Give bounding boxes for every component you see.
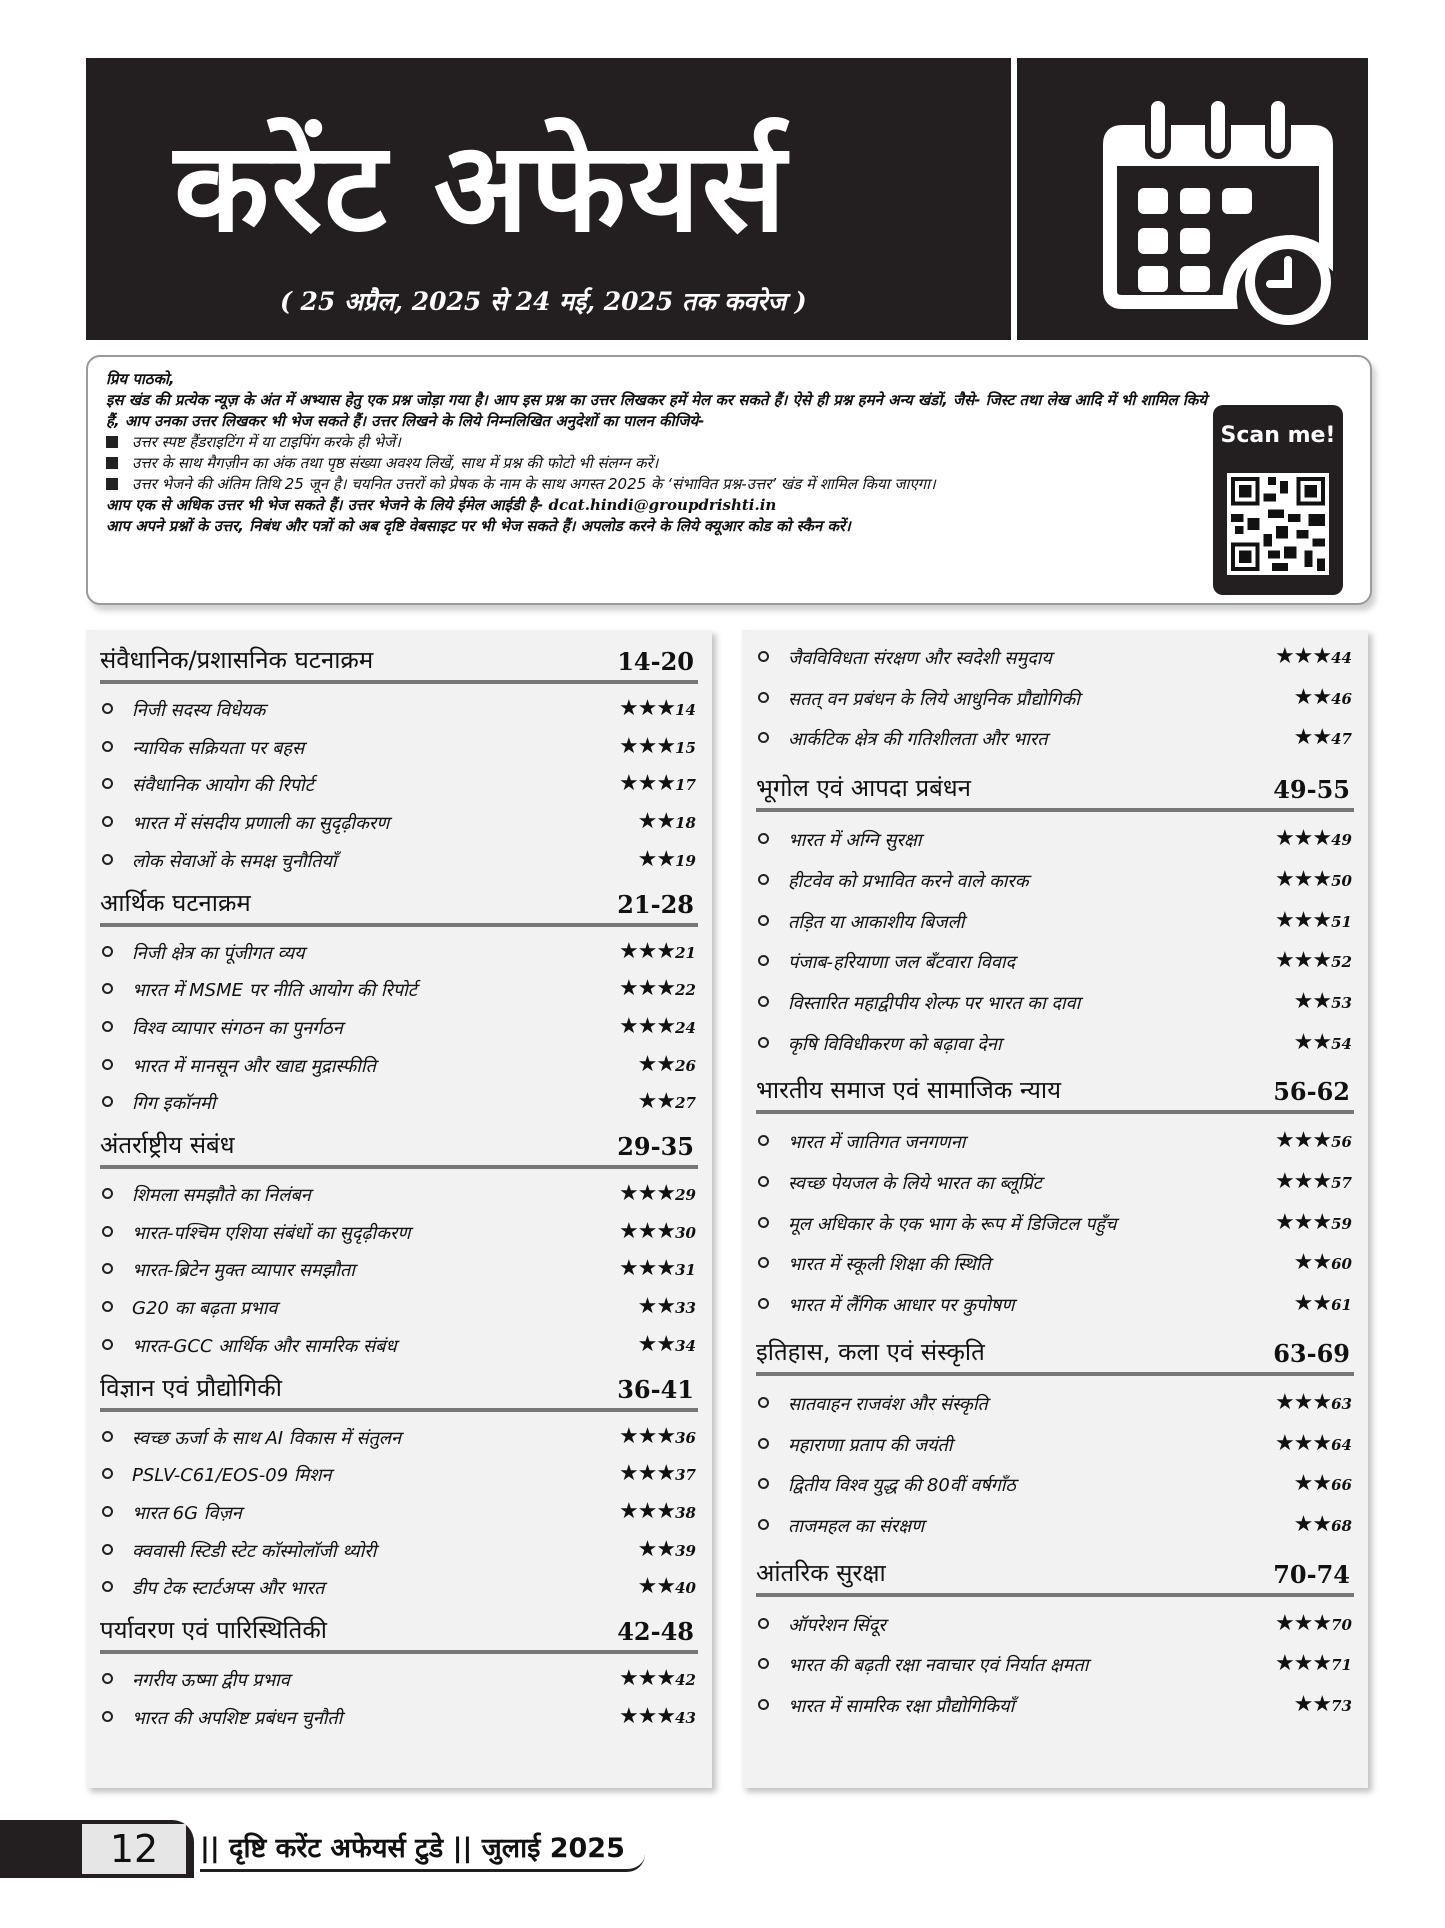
toc-item-label: भारत में सामरिक रक्षा प्रौद्योगिकियाँ [788, 1696, 1015, 1717]
toc-page-number: 36 [675, 1428, 696, 1447]
star-rating-icon: ★★★ [1274, 1610, 1332, 1636]
toc-item-label: तड़ित या आकाशीय बिजली [788, 911, 965, 933]
star-rating-icon: ★★★ [1274, 948, 1332, 974]
circle-bullet-icon [102, 1301, 113, 1312]
section-page-range: 14-20 [617, 647, 694, 676]
toc-item-label: भारत में MSME पर नीति आयोग की रिपोर्ट [132, 980, 417, 1002]
circle-bullet-icon [758, 1257, 769, 1268]
circle-bullet-icon [102, 1059, 113, 1070]
star-rating-icon: ★★ [1293, 725, 1332, 751]
toc-page-number: 24 [675, 1018, 696, 1037]
star-rating-icon: ★★★ [618, 1666, 676, 1691]
toc-item[interactable] [100, 1050, 698, 1084]
toc-item[interactable] [100, 1664, 698, 1698]
star-rating-icon: ★★★ [1274, 1128, 1332, 1154]
toc-page-number: 50 [1331, 871, 1352, 890]
toc-item[interactable] [100, 732, 698, 766]
banner-divider [1011, 58, 1017, 340]
toc-item[interactable] [756, 723, 1354, 757]
star-rating-icon: ★★★ [1274, 644, 1332, 669]
star-rating-icon: ★★ [637, 809, 676, 835]
toc-item-label: जैवविविधता संरक्षण और स्वदेशी समुदाय [788, 648, 1052, 669]
circle-bullet-icon [102, 1673, 113, 1684]
toc-item[interactable] [756, 865, 1354, 899]
toc-item-label: द्वितीय विश्व युद्ध की 80वीं वर्षगाँठ [788, 1475, 1016, 1497]
toc-page-number: 42 [675, 1671, 696, 1689]
square-bullet-icon [106, 457, 118, 469]
circle-bullet-icon [102, 1226, 113, 1237]
toc-item-label: भारत में मानसून और खाद्य मुद्रास्फीति [132, 1055, 376, 1077]
toc-page-number: 60 [1331, 1255, 1352, 1274]
toc-item[interactable] [756, 1167, 1354, 1201]
section-heading[interactable] [100, 644, 698, 684]
section-page-range: 70-74 [1273, 1559, 1350, 1589]
toc-item[interactable] [756, 1289, 1354, 1323]
toc-item-label: PSLV-C61/EOS-09 मिशन [132, 1465, 332, 1487]
circle-bullet-icon [102, 1021, 113, 1032]
star-rating-icon: ★★★ [618, 938, 676, 964]
circle-bullet-icon [758, 1519, 769, 1530]
circle-bullet-icon [102, 1096, 113, 1107]
toc-item-label: गिग इकॉनमी [132, 1093, 216, 1115]
toc-page-number: 26 [675, 1056, 696, 1075]
notice-bullet: उत्तर स्पष्ट हैंडराइटिंग में या टाइपिंग करके ही भेजें। [106, 432, 1216, 453]
toc-item[interactable] [100, 1012, 698, 1046]
toc-page-number: 29 [675, 1186, 696, 1204]
toc-page-number: 66 [1331, 1476, 1352, 1495]
section-heading[interactable] [100, 887, 698, 927]
section-page-range: 56-62 [1273, 1077, 1350, 1107]
toc-item-label: कृषि विविधीकरण को बढ़ावा देना [788, 1033, 1002, 1055]
section-title: विज्ञान एवं प्रौद्योगिकी [100, 1373, 282, 1402]
coverage-period: ( 25 अप्रैल, 2025 से 24 मई, 2025 तक कवरेज ) [280, 287, 807, 316]
toc-page-number: 33 [675, 1299, 696, 1318]
toc-item-label: ऑपरेशन सिंदूर [788, 1614, 886, 1636]
star-rating-icon: ★★★ [1274, 1430, 1332, 1456]
star-rating-icon: ★★★ [618, 1218, 676, 1244]
star-rating-icon: ★★ [1293, 684, 1332, 710]
toc-page-number: 68 [1331, 1516, 1352, 1535]
section-title: भारतीय समाज एवं सामाजिक न्याय [756, 1076, 1062, 1105]
toc-item-label: न्यायिक सक्रियता पर बहस [132, 737, 305, 759]
toc-item-label: हीटवेव को प्रभावित करने वाले कारक [788, 870, 1029, 892]
circle-bullet-icon [758, 1438, 769, 1449]
circle-bullet-icon [102, 816, 113, 827]
toc-page-number: 52 [1331, 953, 1352, 972]
toc-item-label: सतत् वन प्रबंधन के लिये आधुनिक प्रौद्योगिकी [788, 688, 1080, 710]
toc-item[interactable] [756, 1028, 1354, 1062]
toc-page-number: 59 [1331, 1214, 1352, 1233]
toc-item-label: भारत-पश्चिम एशिया संबंधों का सुदृढ़ीकरण [132, 1222, 411, 1244]
section-heading[interactable] [756, 772, 1354, 812]
toc-item[interactable] [100, 769, 698, 803]
toc-item[interactable] [100, 1254, 698, 1288]
toc-page-number: 19 [675, 851, 696, 870]
toc-item-label: भारत में स्कूली शिक्षा की स्थिति [788, 1254, 991, 1276]
circle-bullet-icon [758, 1135, 769, 1146]
toc-item-label: G20 का बढ़ता प्रभाव [132, 1298, 278, 1320]
circle-bullet-icon [758, 692, 769, 703]
star-rating-icon: ★★ [1293, 1029, 1332, 1055]
star-rating-icon: ★★★ [618, 771, 676, 797]
star-rating-icon: ★★★ [618, 1498, 676, 1524]
toc-item[interactable] [756, 1126, 1354, 1160]
star-rating-icon: ★★★ [618, 696, 676, 721]
circle-bullet-icon [102, 1468, 113, 1479]
star-rating-icon: ★★★ [1274, 826, 1332, 852]
star-rating-icon: ★★★ [618, 1256, 676, 1282]
circle-bullet-icon [102, 983, 113, 994]
toc-page-number: 56 [1331, 1133, 1352, 1152]
circle-bullet-icon [758, 732, 769, 743]
toc-item-label: शिमला समझौते का निलंबन [132, 1185, 311, 1206]
toc-item[interactable] [100, 937, 698, 971]
section-title: पर्यावरण एवं पारिस्थितिकी [100, 1616, 327, 1644]
toc-page-number: 39 [675, 1541, 696, 1560]
toc-item[interactable] [100, 1217, 698, 1251]
toc-item-label: विश्व व्यापार संगठन का पुनर्गठन [132, 1017, 343, 1039]
toc-page-number: 61 [1331, 1296, 1352, 1315]
toc-page-number: 47 [1331, 730, 1352, 749]
toc-item-label: निजी क्षेत्र का पूंजीगत व्यय [132, 942, 305, 964]
toc-item[interactable] [756, 824, 1354, 858]
star-rating-icon: ★★ [637, 1536, 676, 1562]
toc-item-label: पंजाब-हरियाणा जल बँटवारा विवाद [788, 952, 1016, 974]
toc-page-number: 54 [1331, 1034, 1352, 1053]
toc-right-column [742, 630, 1368, 1788]
toc-page-number: 34 [675, 1336, 696, 1355]
circle-bullet-icon [758, 1397, 769, 1408]
toc-page-number: 27 [675, 1094, 696, 1113]
toc-item[interactable] [756, 1690, 1354, 1724]
star-rating-icon: ★★ [637, 1051, 676, 1077]
star-rating-icon: ★★★ [618, 1013, 676, 1039]
circle-bullet-icon [758, 1217, 769, 1228]
toc-page-number: 18 [675, 814, 696, 833]
section-title: भूगोल एवं आपदा प्रबंधन [756, 774, 971, 803]
section-page-range: 29-35 [617, 1132, 694, 1161]
toc-item[interactable] [100, 1330, 698, 1364]
circle-bullet-icon [102, 854, 113, 865]
section-heading[interactable] [100, 1129, 698, 1169]
notice-email-line: आप एक से अधिक उत्तर भी भेज सकते हैं। उत्तर भेजने के लिये ईमेल आईडी है- dcat.hindi@groupdrishti.in [106, 496, 777, 514]
toc-page-number: 63 [1331, 1394, 1352, 1413]
circle-bullet-icon [102, 741, 113, 752]
header-banner [86, 58, 1368, 340]
circle-bullet-icon [102, 946, 113, 957]
section-heading[interactable] [756, 1074, 1354, 1114]
toc-item-label: भारत में जातिगत जनगणना [788, 1132, 966, 1154]
star-rating-icon: ★★ [1293, 1291, 1332, 1317]
circle-bullet-icon [758, 996, 769, 1007]
star-rating-icon: ★★ [637, 846, 676, 872]
star-rating-icon: ★★★ [1274, 1209, 1332, 1235]
toc-item-label: स्वच्छ ऊर्जा के साथ AI विकास में संतुलन [132, 1427, 401, 1449]
toc-item[interactable] [756, 1649, 1354, 1683]
circle-bullet-icon [758, 833, 769, 844]
section-title: अंतर्राष्ट्रीय संबंध [100, 1131, 235, 1159]
toc-item[interactable] [100, 845, 698, 879]
toc-item-label: आर्कटिक क्षेत्र की गतिशीलता और भारत [788, 729, 1048, 751]
toc-page-number: 21 [675, 943, 696, 962]
page-number: 12 [109, 1827, 159, 1871]
circle-bullet-icon [758, 955, 769, 966]
toc-item[interactable] [100, 1459, 698, 1493]
toc-page-number: 37 [675, 1466, 696, 1485]
scan-label: Scan me! [1220, 423, 1336, 448]
toc-item[interactable] [100, 1702, 698, 1736]
notice-greeting: प्रिय पाठको, [106, 370, 175, 388]
circle-bullet-icon [102, 778, 113, 789]
section-page-range: 49-55 [1273, 775, 1350, 805]
toc-item[interactable] [756, 987, 1354, 1021]
toc-item-label: भारत में संसदीय प्रणाली का सुदृढ़ीकरण [132, 813, 390, 835]
toc-item-label: भारत 6G विज़न [132, 1502, 242, 1524]
toc-item-label: क्ववासी स्टिडी स्टेट कॉस्मोलॉजी थ्योरी [132, 1540, 377, 1562]
page-title: करेंट अफेयर्स [174, 116, 788, 260]
toc-page-number: 15 [675, 738, 696, 757]
toc-page-number: 43 [675, 1708, 696, 1727]
star-rating-icon: ★★ [1293, 1511, 1332, 1537]
toc-left-column [86, 630, 712, 1788]
circle-bullet-icon [758, 915, 769, 926]
toc-page-number: 31 [675, 1261, 696, 1280]
section-heading[interactable] [100, 1614, 698, 1654]
toc-item[interactable] [100, 974, 698, 1008]
section-title: इतिहास, कला एवं संस्कृति [756, 1337, 985, 1366]
circle-bullet-icon [758, 651, 769, 662]
footer-magazine-title: || दृष्टि करेंट अफेयर्स टुडे || जुलाई 2025 [200, 1826, 645, 1872]
toc-page-number: 44 [1331, 649, 1352, 667]
star-rating-icon: ★★★ [1274, 866, 1332, 892]
toc-page-number: 71 [1331, 1656, 1352, 1675]
circle-bullet-icon [102, 1339, 113, 1350]
toc-page-number: 14 [675, 701, 696, 719]
notice-bullet: उत्तर भेजने की अंतिम तिथि 25 जून है। चयनित उत्तरों को प्रेषक के नाम के साथ अगस्त 2025 के ‘संभावित प्रश्न-उत्तर’ खंड में शामिल किया जाएगा। [106, 474, 1216, 495]
toc-page-number: 17 [675, 776, 696, 795]
toc-item[interactable] [100, 1572, 698, 1606]
star-rating-icon: ★★★ [618, 1181, 676, 1206]
toc-item-label: भारत की बढ़ती रक्षा नवाचार एवं निर्यात क्षमता [788, 1655, 1089, 1677]
toc-item-label: नगरीय ऊष्मा द्वीप प्रभाव [132, 1670, 290, 1691]
square-bullet-icon [106, 436, 118, 448]
toc-item-label: मूल अधिकार के एक भाग के रूप में डिजिटल पहुँच [788, 1213, 1117, 1235]
circle-bullet-icon [102, 1711, 113, 1722]
star-rating-icon: ★★ [1293, 988, 1332, 1014]
circle-bullet-icon [758, 1298, 769, 1309]
star-rating-icon: ★★★ [618, 733, 676, 759]
star-rating-icon: ★★ [637, 1294, 676, 1320]
circle-bullet-icon [758, 1699, 769, 1710]
toc-page-number: 22 [675, 981, 696, 1000]
toc-item[interactable] [100, 1535, 698, 1569]
section-title: संवैधानिक/प्रशासनिक घटनाक्रम [100, 646, 374, 674]
notice-last-line: आप अपने प्रश्नों के उत्तर, निबंध और पत्रों को अब दृष्टि वेबसाइट पर भी भेज सकते हैं। अपलोड करने के लिये क्यूआर कोड को स्कैन करें। [106, 517, 851, 535]
toc-item[interactable] [100, 694, 698, 728]
circle-bullet-icon [102, 1581, 113, 1592]
circle-bullet-icon [102, 1506, 113, 1517]
star-rating-icon: ★★★ [618, 976, 676, 1002]
section-page-range: 36-41 [617, 1374, 694, 1404]
circle-bullet-icon [102, 1263, 113, 1274]
toc-item[interactable] [756, 1609, 1354, 1643]
star-rating-icon: ★★★ [1274, 1389, 1332, 1415]
toc-item-label: लोक सेवाओं के समक्ष चुनौतियाँ [132, 850, 337, 872]
circle-bullet-icon [102, 1544, 113, 1555]
toc-item-label: भारत-ब्रिटेन मुक्त व्यापार समझौता [132, 1260, 355, 1282]
notice-bullet: उत्तर के साथ मैगज़ीन का अंक तथा पृष्ठ संख्या अवश्य लिखें, साथ में प्रश्न की फोटो भी संलग्न करें। [106, 453, 1216, 474]
toc-item-label: डीप टेक स्टार्टअप्स और भारत [132, 1578, 325, 1600]
star-rating-icon: ★★★ [618, 1461, 676, 1487]
toc-item-label: विस्तारित महाद्वीपीय शेल्फ पर भारत का दावा [788, 992, 1081, 1014]
toc-page-number: 30 [675, 1223, 696, 1242]
toc-page-number: 46 [1331, 689, 1352, 708]
toc-item[interactable] [100, 807, 698, 841]
toc-item[interactable] [100, 1179, 698, 1213]
toc-item-label: भारत में लैंगिक आधार पर कुपोषण [788, 1295, 1015, 1317]
circle-bullet-icon [758, 874, 769, 885]
toc-item-label: संवैधानिक आयोग की रिपोर्ट [132, 775, 314, 797]
star-rating-icon: ★★ [1293, 1250, 1332, 1276]
toc-item-label: स्वच्छ पेयजल के लिये भारत का ब्लूप्रिंट [788, 1173, 1042, 1194]
section-title: आंतरिक सुरक्षा [756, 1558, 886, 1587]
toc-item-label: भारत में अग्नि सुरक्षा [788, 830, 922, 852]
star-rating-icon: ★★★ [618, 1703, 676, 1729]
toc-item[interactable] [756, 1510, 1354, 1544]
toc-item[interactable] [756, 946, 1354, 980]
circle-bullet-icon [102, 703, 113, 714]
page-footer [0, 1820, 700, 1878]
toc-page-number: 57 [1331, 1174, 1352, 1192]
toc-page-number: 49 [1331, 831, 1352, 850]
toc-page-number: 70 [1331, 1615, 1352, 1634]
star-rating-icon: ★★ [637, 1089, 676, 1115]
star-rating-icon: ★★★ [1274, 1169, 1332, 1194]
toc-item-label: सातवाहन राजवंश और संस्कृति [788, 1393, 988, 1415]
section-page-range: 63-69 [1273, 1338, 1350, 1368]
section-heading[interactable] [756, 1336, 1354, 1376]
toc-page-number: 51 [1331, 912, 1352, 931]
toc-item[interactable] [100, 1422, 698, 1456]
toc-item[interactable] [100, 1292, 698, 1326]
toc-item[interactable] [100, 1087, 698, 1121]
star-rating-icon: ★★ [1293, 1471, 1332, 1497]
section-page-range: 42-48 [617, 1617, 694, 1646]
square-bullet-icon [106, 478, 118, 490]
star-rating-icon: ★★ [637, 1331, 676, 1357]
star-rating-icon: ★★ [637, 1574, 676, 1600]
circle-bullet-icon [102, 1188, 113, 1199]
star-rating-icon: ★★★ [618, 1423, 676, 1449]
toc-page-number: 38 [675, 1503, 696, 1522]
section-heading[interactable] [100, 1372, 698, 1412]
qr-scan-box[interactable] [1213, 405, 1343, 595]
circle-bullet-icon [102, 1431, 113, 1442]
notice-paragraph: इस खंड की प्रत्येक न्यूज़ के अंत में अभ्यास हेतु एक प्रश्न जोड़ा गया है। आप इस प्रश्न का उत्तर लिखकर हमें मेल कर सकते हैं। ऐसे ही प्रश्न हमने अन्य खंडों, जैसे- जिस्ट तथा लेख आदि में भी शामिल किये हैं, आप उनका उत्तर लिखकर भी भेज सकते हैं। उत्तर लिखने के लिये निम्नलिखित अनुदेशों का पालन कीजिये- [106, 391, 1207, 430]
toc-page-number: 64 [1331, 1435, 1352, 1454]
section-page-range: 21-28 [617, 889, 694, 919]
toc-item[interactable] [100, 1497, 698, 1531]
toc-item[interactable] [756, 1429, 1354, 1463]
star-rating-icon: ★★★ [1274, 1651, 1332, 1677]
toc-item-label: ताजमहल का संरक्षण [788, 1515, 925, 1537]
toc-page-number: 53 [1331, 993, 1352, 1012]
toc-item-label: भारत-GCC आर्थिक और सामरिक संबंध [132, 1335, 397, 1357]
toc-item[interactable] [756, 1248, 1354, 1282]
circle-bullet-icon [758, 1658, 769, 1669]
toc-item-label: भारत की अपशिष्ट प्रबंधन चुनौती [132, 1707, 343, 1729]
toc-item[interactable] [756, 642, 1354, 676]
toc-page-number: 73 [1331, 1697, 1352, 1715]
circle-bullet-icon [758, 1618, 769, 1629]
star-rating-icon: ★★ [1293, 1692, 1332, 1717]
toc-item[interactable] [756, 1208, 1354, 1242]
email-link[interactable]: dcat.hindi@groupdrishti.in [548, 496, 777, 514]
qr-code-icon[interactable] [1227, 473, 1329, 575]
toc-item[interactable] [756, 1388, 1354, 1422]
toc-item-label: महाराणा प्रताप की जयंती [788, 1434, 953, 1456]
toc-page-number: 40 [675, 1579, 696, 1598]
circle-bullet-icon [758, 1478, 769, 1489]
toc-item[interactable] [756, 906, 1354, 940]
reader-notice [86, 355, 1372, 605]
toc-item[interactable] [756, 1469, 1354, 1503]
calendar-clock-icon [1098, 96, 1338, 326]
star-rating-icon: ★★★ [1274, 907, 1332, 933]
toc-item-label: निजी सदस्य विधेयक [132, 700, 266, 721]
circle-bullet-icon [758, 1176, 769, 1187]
section-heading[interactable] [756, 1557, 1354, 1597]
section-title: आर्थिक घटनाक्रम [100, 888, 251, 917]
toc-item[interactable] [756, 683, 1354, 717]
circle-bullet-icon [758, 1037, 769, 1048]
